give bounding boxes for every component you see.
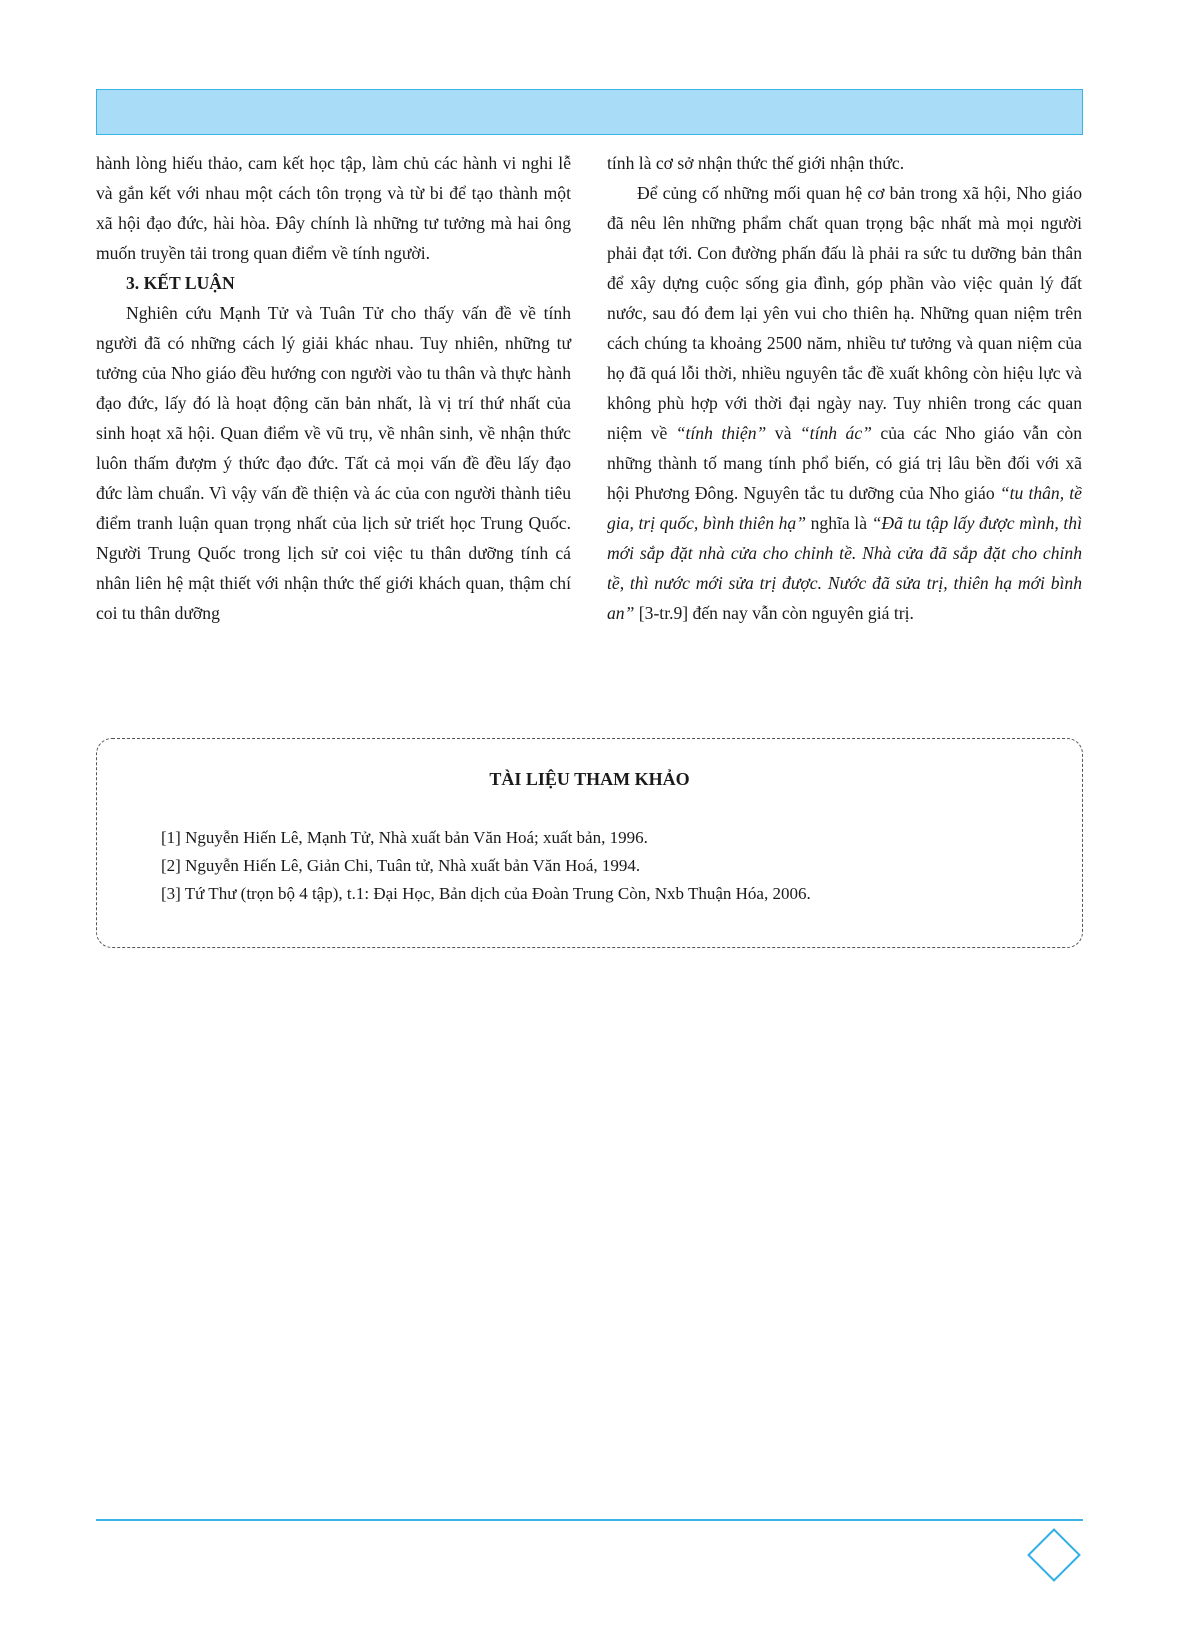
header-band bbox=[96, 89, 1083, 135]
section-heading-conclusion: 3. KẾT LUẬN bbox=[126, 273, 235, 293]
text-run: Để củng cố những mối quan hệ cơ bản trong xã hội, Nho giáo đã nêu lên những phẩm chất quan trọng bậc nhất mà mọi người phải đạt tới. Con đường phấn đấu là phải ra sức tu dưỡng bản thân để xây dựng cuộc sống gia đình, góp phần vào việc quản lý đất nước, sau đó đem lại yên vui cho thiên hạ. Những quan niệm trên cách chúng ta khoảng 2500 năm, nhiều tư tưởng và quan niệm của họ đã quá lỗi thời, nhiều nguyên tắc đề xuất không còn hiệu lực và không phù hợp với thời đại ngày nay. Tuy nhiên trong các quan niệm về bbox=[607, 183, 1082, 443]
left-paragraph-2: Nghiên cứu Mạnh Tử và Tuân Tử cho thấy vấn đề về tính người đã có những cách lý giải khác nhau. Tuy nhiên, những tư tưởng của Nho giáo đều hướng con người vào tu thân và thực hành đạo đức, lấy đó là hoạt động căn bản nhất, là vị trí thứ nhất của sinh hoạt xã hội. Quan điểm về vũ trụ, về nhân sinh, về nhận thức luôn thấm đượm ý thức đạo đức. Tất cả mọi vấn đề đều lấy đạo đức làm chuẩn. Vì vậy vấn đề thiện và ác của con người thành tiêu điểm tranh luận quan trọng nhất của lịch sử triết học Trung Quốc. Người Trung Quốc trong lịch sử coi việc tu thân dưỡng tính cá nhân liên hệ mật thiết với nhận thức thế giới khách quan, thậm chí coi tu thân dưỡng bbox=[96, 303, 571, 623]
right-paragraph-2 bbox=[607, 178, 1082, 628]
references-box bbox=[96, 738, 1083, 948]
right-column bbox=[607, 148, 1082, 628]
reference-item: [2] Nguyễn Hiến Lê, Giản Chi, Tuân tử, Nhà xuất bản Văn Hoá, 1994. bbox=[161, 856, 641, 875]
references-title: TÀI LIỆU THAM KHẢO bbox=[489, 769, 690, 789]
reference-item: [1] Nguyễn Hiến Lê, Mạnh Tử, Nhà xuất bản Văn Hoá; xuất bản, 1996. bbox=[161, 828, 648, 847]
right-paragraph-1: tính là cơ sở nhận thức thế giới nhận thức. bbox=[607, 153, 905, 173]
footer-rule bbox=[96, 1519, 1083, 1521]
text-run: của các Nho giáo vẫn còn những thành tố mang tính phổ biến, có giá trị lâu bền đối với xã hội Phương Đông. Nguyên tắc tu dưỡng của Nho giáo bbox=[607, 423, 1082, 503]
reference-item: [3] Tứ Thư (trọn bộ 4 tập), t.1: Đại Học, Bản dịch của Đoàn Trung Còn, Nxb Thuận Hóa, 2006. bbox=[161, 884, 811, 903]
left-column bbox=[96, 148, 571, 628]
left-paragraph-1: hành lòng hiếu thảo, cam kết học tập, làm chủ các hành vi nghi lễ và gắn kết với nhau một cách tôn trọng và từ bi để tạo thành một xã hội đạo đức, hài hòa. Đây chính là những tư tưởng mà hai ông muốn truyền tải trong quan điểm về tính người. bbox=[96, 153, 571, 263]
references-list bbox=[161, 824, 811, 908]
text-run: [3-tr.9] đến nay vẫn còn nguyên giá trị. bbox=[634, 603, 914, 623]
quote-tinh-thien: “tính thiện” bbox=[675, 423, 767, 443]
text-run: nghĩa là bbox=[806, 513, 872, 533]
diamond-icon bbox=[1027, 1528, 1081, 1582]
quote-principle: “tu thân, tề gia, trị quốc, bình thiên hạ” bbox=[607, 483, 1082, 533]
text-run: và bbox=[766, 423, 800, 443]
quote-explanation: “Đã tu tập lấy được mình, thì mới sắp đặt nhà cửa cho chỉnh tề. Nhà cửa đã sắp đặt cho chỉnh tề, thì nước mới sửa trị được. Nước đã sửa trị, thiên hạ mới bình an” bbox=[607, 513, 1082, 623]
quote-tinh-ac: “tính ác” bbox=[799, 423, 872, 443]
